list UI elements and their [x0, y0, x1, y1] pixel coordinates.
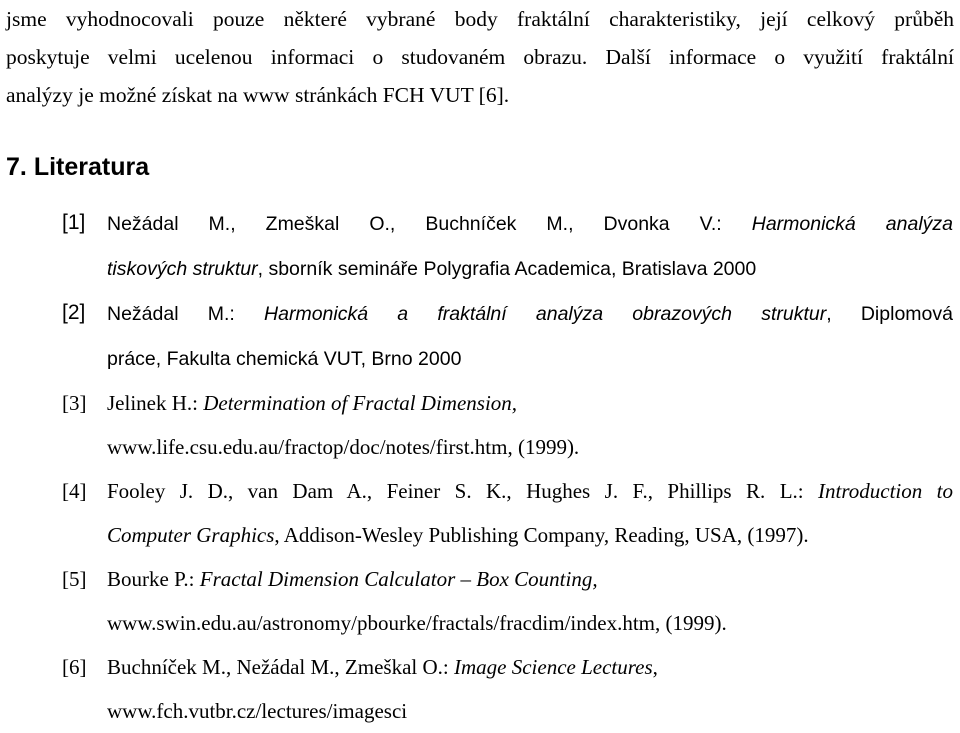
reference-item [0, 201, 960, 291]
reference-title: Harmonická analýza [751, 213, 953, 235]
reference-authors: Nežádal M.: [107, 303, 265, 325]
reference-item [0, 557, 960, 645]
reference-number: [1] [62, 211, 86, 234]
reference-title: Introduction to [818, 479, 953, 503]
reference-details: , Diplomová [826, 303, 953, 325]
intro-paragraph [6, 0, 954, 114]
section-heading [6, 147, 149, 187]
reference-title: Harmonická a fraktální analýza obrazových struktur [264, 303, 827, 325]
reference-authors: Nežádal M., Zmeškal O., Buchníček M., Dvonka V.: [107, 213, 752, 235]
reference-number: [2] [62, 301, 86, 324]
reference-details: , sborník semináře Polygrafia Academica, Bratislava 2000 [257, 258, 757, 280]
reference-title: Computer Graphics [107, 523, 275, 547]
reference-details: , Addison-Wesley Publishing Company, Reading, USA, (1997). [274, 523, 809, 547]
reference-number: [4] [62, 479, 87, 503]
reference-authors: Bourke P.: [107, 567, 200, 591]
reference-title: Image Science Lectures [454, 655, 653, 679]
section-number: 7. [6, 153, 27, 181]
reference-url[interactable]: www.life.csu.edu.au/fractop/doc/notes/first.htm, (1999). [107, 435, 580, 459]
reference-details: práce, Fakulta chemická VUT, Brno 2000 [107, 348, 462, 370]
reference-number: [6] [62, 655, 87, 679]
reference-item [0, 381, 960, 469]
reference-url[interactable]: www.swin.edu.au/astronomy/pbourke/fractals/fracdim/index.htm, (1999). [107, 611, 727, 635]
reference-item [0, 469, 960, 557]
intro-line: poskytuje velmi ucelenou informaci o studovaném obrazu. Další informace o využití fraktální [6, 45, 954, 69]
intro-line: jsme vyhodnocovali pouze některé vybrané body fraktální charakteristiky, její celkový průběh [6, 7, 954, 31]
reference-authors: Fooley J. D., van Dam A., Feiner S. K., Hughes J. F., Phillips R. L.: [107, 479, 819, 503]
reference-url[interactable]: www.fch.vutbr.cz/lectures/imagesci [107, 699, 408, 723]
intro-line: analýzy je možné získat na www stránkách FCH VUT [6]. [6, 83, 510, 107]
reference-item [0, 645, 960, 733]
reference-title: Determination of Fractal Dimension, [203, 391, 518, 415]
reference-number: [3] [62, 391, 87, 415]
reference-number: [5] [62, 567, 87, 591]
reference-item [0, 291, 960, 381]
section-title: Literatura [33, 153, 150, 181]
reference-authors: Buchníček M., Nežádal M., Zmeškal O.: [107, 655, 454, 679]
reference-list [0, 201, 960, 733]
reference-authors: Jelinek H.: [107, 391, 204, 415]
reference-details: , [652, 655, 658, 679]
reference-title: Fractal Dimension Calculator – Box Counting, [199, 567, 598, 591]
reference-title: tiskových struktur [107, 258, 258, 280]
